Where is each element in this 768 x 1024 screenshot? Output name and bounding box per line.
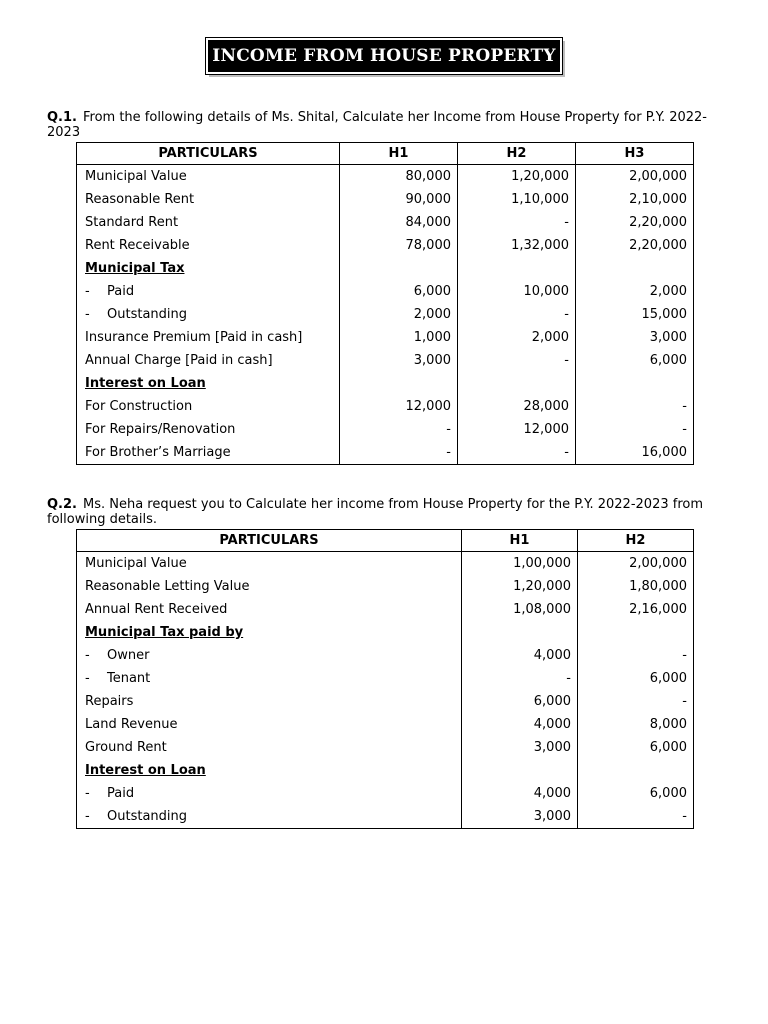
value-cell xyxy=(576,372,694,395)
row-label-cell xyxy=(77,349,340,372)
value-cell xyxy=(458,372,576,395)
row-label-cell xyxy=(77,667,462,690)
value-cell: 8,000 xyxy=(578,713,694,736)
value-cell: 6,000 xyxy=(578,736,694,759)
q1-table xyxy=(76,142,694,465)
value-cell: 1,10,000 xyxy=(458,188,576,211)
row-label: Outstanding xyxy=(107,307,187,322)
table-row xyxy=(77,690,694,713)
value-cell: 15,000 xyxy=(576,303,694,326)
column-header: H1 xyxy=(462,530,578,552)
question-1-text: From the following details of Ms. Shital, Calculate her Income from House Property for P.Y. 2022-2023 xyxy=(47,110,707,140)
table-row xyxy=(77,759,694,782)
value-cell: 2,00,000 xyxy=(578,552,694,576)
column-header: H1 xyxy=(340,143,458,165)
column-header: H3 xyxy=(576,143,694,165)
bullet-dash: - xyxy=(85,307,90,322)
value-cell: 10,000 xyxy=(458,280,576,303)
row-label-cell xyxy=(77,759,462,782)
value-cell: 6,000 xyxy=(462,690,578,713)
value-cell: 4,000 xyxy=(462,644,578,667)
question-1-label: Q.1. xyxy=(47,110,77,125)
section-heading: Municipal Tax xyxy=(85,261,185,276)
row-label: Owner xyxy=(107,648,150,663)
value-cell: - xyxy=(340,418,458,441)
value-cell xyxy=(576,257,694,280)
row-label-cell xyxy=(77,188,340,211)
value-cell: 78,000 xyxy=(340,234,458,257)
row-label: Paid xyxy=(107,786,135,801)
value-cell xyxy=(340,257,458,280)
table-row xyxy=(77,598,694,621)
row-label: Municipal Value xyxy=(85,169,187,184)
row-label-cell xyxy=(77,395,340,418)
value-cell: 6,000 xyxy=(340,280,458,303)
value-cell: 1,20,000 xyxy=(462,575,578,598)
row-label: Municipal Value xyxy=(85,556,187,571)
row-label-cell xyxy=(77,303,340,326)
table-row xyxy=(77,667,694,690)
row-label-cell xyxy=(77,211,340,234)
row-label: Standard Rent xyxy=(85,215,179,230)
row-label: For Construction xyxy=(85,399,193,414)
row-label-cell xyxy=(77,644,462,667)
value-cell: - xyxy=(578,690,694,713)
bullet-dash: - xyxy=(85,786,90,801)
row-label-cell xyxy=(77,782,462,805)
value-cell: 1,32,000 xyxy=(458,234,576,257)
table-row xyxy=(77,234,694,257)
value-cell: - xyxy=(340,441,458,465)
value-cell: - xyxy=(578,644,694,667)
value-cell xyxy=(462,621,578,644)
table-row xyxy=(77,418,694,441)
column-header: PARTICULARS xyxy=(77,143,340,165)
row-label-cell xyxy=(77,441,340,465)
row-label: Annual Rent Received xyxy=(85,602,228,617)
value-cell xyxy=(578,759,694,782)
table-row xyxy=(77,165,694,189)
table-row xyxy=(77,782,694,805)
section-heading: Municipal Tax paid by xyxy=(85,625,244,640)
row-label: Reasonable Letting Value xyxy=(85,579,250,594)
row-label-cell xyxy=(77,280,340,303)
section-heading: Interest on Loan xyxy=(85,376,206,391)
q1-table-body xyxy=(77,165,694,465)
question-2-text: Ms. Neha request you to Calculate her income from House Property for the P.Y. 2022-2023 from following details. xyxy=(47,497,703,527)
bullet-dash: - xyxy=(85,284,90,299)
table-row xyxy=(77,644,694,667)
value-cell: 4,000 xyxy=(462,713,578,736)
table-row xyxy=(77,349,694,372)
section-heading: Interest on Loan xyxy=(85,763,206,778)
value-cell xyxy=(458,257,576,280)
value-cell: 2,000 xyxy=(576,280,694,303)
bullet-dash: - xyxy=(85,671,90,686)
value-cell: 2,20,000 xyxy=(576,211,694,234)
table-row xyxy=(77,188,694,211)
value-cell: 12,000 xyxy=(340,395,458,418)
value-cell: 2,20,000 xyxy=(576,234,694,257)
value-cell: - xyxy=(576,395,694,418)
row-label-cell xyxy=(77,713,462,736)
value-cell: 6,000 xyxy=(578,667,694,690)
value-cell: 2,00,000 xyxy=(576,165,694,189)
table-row xyxy=(77,575,694,598)
value-cell xyxy=(578,621,694,644)
row-label: Paid xyxy=(107,284,135,299)
question-2-label: Q.2. xyxy=(47,497,77,512)
table-row xyxy=(77,211,694,234)
table-row xyxy=(77,621,694,644)
value-cell: 1,000 xyxy=(340,326,458,349)
value-cell: - xyxy=(458,441,576,465)
row-label: Reasonable Rent xyxy=(85,192,195,207)
table-row xyxy=(77,326,694,349)
row-label: Insurance Premium [Paid in cash] xyxy=(85,330,303,345)
bullet-dash: - xyxy=(85,648,90,663)
value-cell: 4,000 xyxy=(462,782,578,805)
q2-table-body xyxy=(77,552,694,829)
value-cell: 2,000 xyxy=(458,326,576,349)
row-label-cell xyxy=(77,805,462,829)
question-1 xyxy=(47,110,727,140)
row-label: For Brother’s Marriage xyxy=(85,445,231,460)
table-row xyxy=(77,303,694,326)
q1-header-row xyxy=(77,143,694,165)
value-cell: 3,000 xyxy=(340,349,458,372)
value-cell: 28,000 xyxy=(458,395,576,418)
value-cell: - xyxy=(458,349,576,372)
bullet-dash: - xyxy=(85,809,90,824)
row-label: Land Revenue xyxy=(85,717,178,732)
value-cell: 3,000 xyxy=(576,326,694,349)
row-label: Tenant xyxy=(107,671,151,686)
table-row xyxy=(77,552,694,576)
row-label: For Repairs/Renovation xyxy=(85,422,236,437)
table-row xyxy=(77,441,694,465)
row-label-cell xyxy=(77,234,340,257)
value-cell: 2,10,000 xyxy=(576,188,694,211)
question-2 xyxy=(47,497,727,527)
row-label-cell xyxy=(77,690,462,713)
value-cell: - xyxy=(578,805,694,829)
row-label-cell xyxy=(77,598,462,621)
value-cell: 12,000 xyxy=(458,418,576,441)
value-cell: 80,000 xyxy=(340,165,458,189)
value-cell: 1,08,000 xyxy=(462,598,578,621)
row-label-cell xyxy=(77,165,340,189)
table-row xyxy=(77,736,694,759)
row-label: Repairs xyxy=(85,694,134,709)
value-cell: 16,000 xyxy=(576,441,694,465)
value-cell: 2,16,000 xyxy=(578,598,694,621)
value-cell: 6,000 xyxy=(576,349,694,372)
row-label-cell xyxy=(77,621,462,644)
value-cell: - xyxy=(458,303,576,326)
q2-header-row xyxy=(77,530,694,552)
value-cell: 84,000 xyxy=(340,211,458,234)
row-label-cell xyxy=(77,575,462,598)
value-cell: 90,000 xyxy=(340,188,458,211)
value-cell: 1,80,000 xyxy=(578,575,694,598)
page-title: INCOME FROM HOUSE PROPERTY xyxy=(206,38,562,74)
value-cell: - xyxy=(462,667,578,690)
value-cell: 1,20,000 xyxy=(458,165,576,189)
value-cell: 1,00,000 xyxy=(462,552,578,576)
value-cell: 3,000 xyxy=(462,805,578,829)
table-row xyxy=(77,395,694,418)
value-cell: 3,000 xyxy=(462,736,578,759)
column-header: H2 xyxy=(458,143,576,165)
row-label-cell xyxy=(77,372,340,395)
table-row xyxy=(77,805,694,829)
row-label-cell xyxy=(77,257,340,280)
row-label-cell xyxy=(77,326,340,349)
value-cell xyxy=(340,372,458,395)
row-label: Annual Charge [Paid in cash] xyxy=(85,353,273,368)
value-cell: - xyxy=(458,211,576,234)
value-cell xyxy=(462,759,578,782)
row-label: Outstanding xyxy=(107,809,187,824)
row-label-cell xyxy=(77,552,462,576)
value-cell: 6,000 xyxy=(578,782,694,805)
row-label-cell xyxy=(77,418,340,441)
q2-table xyxy=(76,529,694,829)
row-label: Rent Receivable xyxy=(85,238,190,253)
column-header: PARTICULARS xyxy=(77,530,462,552)
column-header: H2 xyxy=(578,530,694,552)
table-row xyxy=(77,372,694,395)
table-row xyxy=(77,257,694,280)
value-cell: - xyxy=(576,418,694,441)
table-row xyxy=(77,713,694,736)
table-row xyxy=(77,280,694,303)
row-label-cell xyxy=(77,736,462,759)
value-cell: 2,000 xyxy=(340,303,458,326)
row-label: Ground Rent xyxy=(85,740,167,755)
